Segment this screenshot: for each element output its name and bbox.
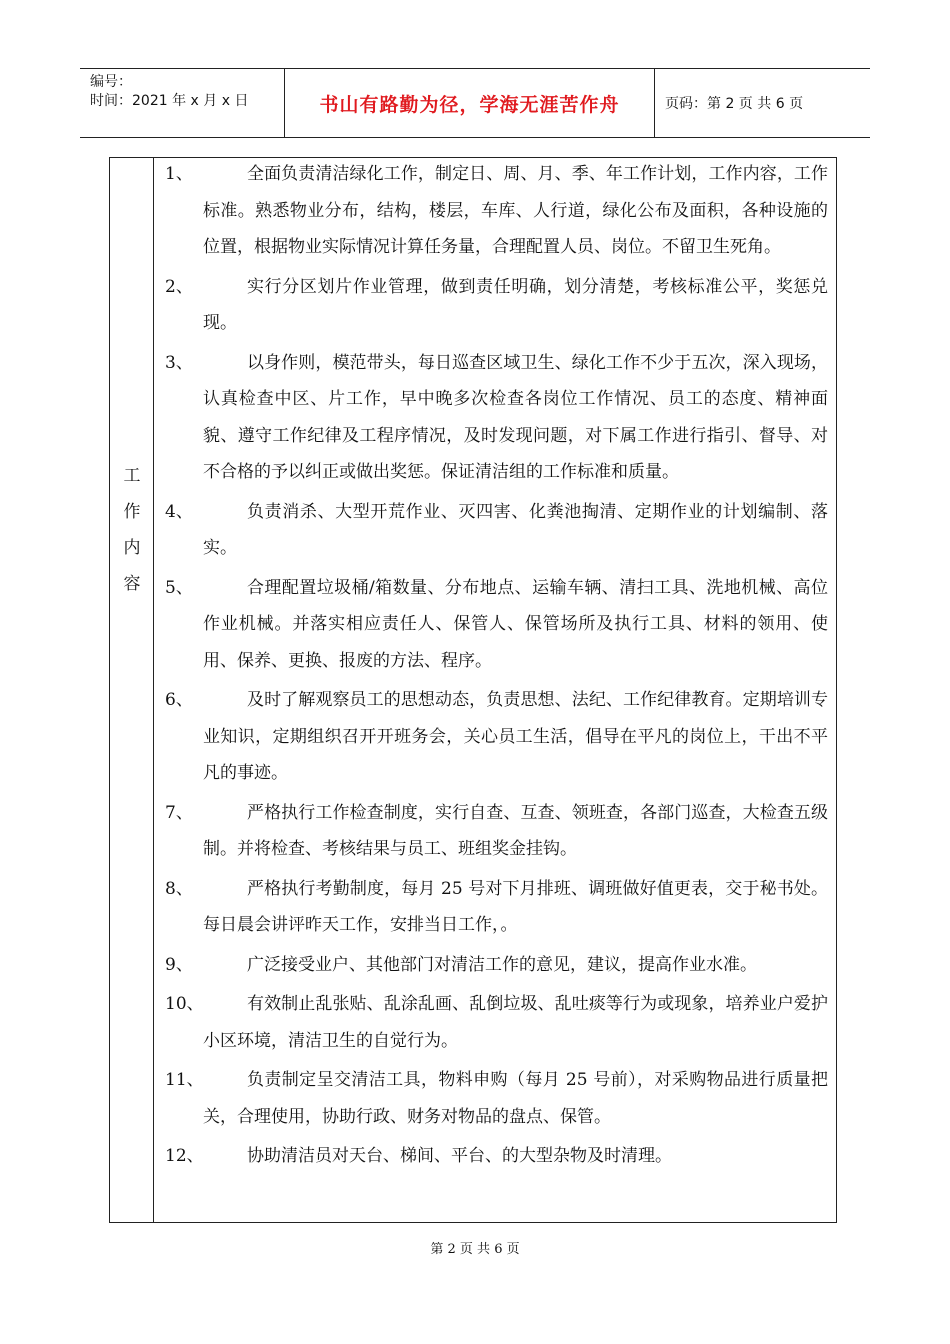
- item-text: 实行分区划片作业管理，做到责任明确，划分清楚，考核标准公平，奖惩兑现。: [203, 276, 828, 333]
- side-label-char: 工: [123, 466, 141, 486]
- item-text: 有效制止乱张贴、乱涂乱画、乱倒垃圾、乱吐痰等行为或现象，培养业户爱护小区环境，清洁卫生的自觉行为。: [203, 994, 828, 1051]
- item-number: 4、: [165, 501, 193, 522]
- item-text: 及时了解观察员工的思想动态，负责思想、法纪、工作纪律教育。定期培训专业知识，定期组织召开开班务会，关心员工生活，倡导在平凡的岗位上，干出不平凡的事迹。: [203, 690, 828, 783]
- item-number: 5、: [165, 577, 193, 598]
- item-number: 11、: [165, 1070, 204, 1090]
- items-cell: [154, 158, 836, 1222]
- side-label-cell: [110, 158, 154, 1222]
- header-page-number: 页码：第 2 页 共 6 页: [665, 96, 804, 112]
- side-label-char: 内: [123, 538, 141, 558]
- item-text: 严格执行工作检查制度，实行自查、互查、领班查，各部门巡查，大检查五级制。并将检查、考核结果与员工、班组奖金挂钩。: [203, 802, 828, 859]
- page-header: [80, 68, 870, 138]
- list-item: [163, 682, 828, 792]
- side-label-char: 容: [123, 574, 141, 594]
- item-number: 3、: [165, 352, 193, 373]
- list-item: [163, 871, 828, 944]
- side-label-char: 作: [123, 502, 141, 522]
- item-number: 9、: [165, 954, 193, 975]
- header-meta: [80, 69, 285, 137]
- list-item: [163, 1062, 828, 1135]
- list-item: [163, 795, 828, 868]
- item-number: 1、: [165, 164, 193, 184]
- item-text: 严格执行考勤制度，每月 25 号对下月排班、调班做好值更表，交于秘书处。每日晨会讲评昨天工作，安排当日工作，。: [203, 878, 828, 935]
- page-footer: 第 2 页 共 6 页: [430, 1242, 520, 1257]
- item-number: 6、: [165, 690, 193, 710]
- item-text: 全面负责清洁绿化工作，制定日、周、月、季、年工作计划，工作内容，工作标准。熟悉物业分布，结构，楼层，车库、人行道，绿化公布及面积，各种设施的位置，根据物业实际情况计算任务量，合理配置人员、岗位。不留卫生死角。: [203, 164, 828, 257]
- list-item: [163, 947, 828, 984]
- item-number: 7、: [165, 802, 193, 823]
- code-label: 编号：: [90, 74, 132, 90]
- item-text: 负责消杀、大型开荒作业、灭四害、化粪池掏清、定期作业的计划编制、落实。: [203, 501, 828, 558]
- item-text: 协助清洁员对天台、梯间、平台、的大型杂物及时清理。: [247, 1146, 672, 1166]
- item-number: 2、: [165, 276, 193, 297]
- list-item: [163, 986, 828, 1059]
- list-item: [163, 494, 828, 567]
- list-item: [163, 269, 828, 342]
- list-item: [163, 1138, 828, 1175]
- item-text: 合理配置垃圾桶/箱数量、分布地点、运输车辆、清扫工具、洗地机械、高位作业机械。并落实相应责任人、保管人、保管场所及执行工具、材料的领用、使用、保养、更换、报废的方法、程序。: [203, 577, 828, 671]
- list-item: [163, 345, 828, 491]
- header-motto: 书山有路勤为径，学海无涯苦作舟: [285, 69, 655, 137]
- list-item: [163, 570, 828, 680]
- side-label: [110, 458, 154, 602]
- item-number: 10、: [165, 994, 204, 1014]
- time-label: 时间：2021 年 x 月 x 日: [90, 93, 249, 109]
- job-content-table: [109, 157, 837, 1223]
- item-number: 8、: [165, 878, 193, 899]
- item-text: 广泛接受业户、其他部门对清洁工作的意见，建议，提高作业水准。: [247, 954, 757, 975]
- item-text: 负责制定呈交清洁工具，物料申购（每月 25 号前），对采购物品进行质量把关，合理使用，协助行政、财务对物品的盘点、保管。: [203, 1070, 828, 1127]
- item-number: 12、: [165, 1146, 204, 1166]
- item-text: 以身作则，模范带头，每日巡查区域卫生、绿化工作不少于五次，深入现场，认真检查中区、片工作，早中晚多次检查各岗位工作情况、员工的态度、精神面貌、遵守工作纪律及工程序情况，及时发现问题，对下属工作进行指引、督导、对不合格的予以纠正或做出奖惩。保证清洁组的工作标准和质量。: [203, 352, 828, 482]
- list-item: [163, 156, 828, 266]
